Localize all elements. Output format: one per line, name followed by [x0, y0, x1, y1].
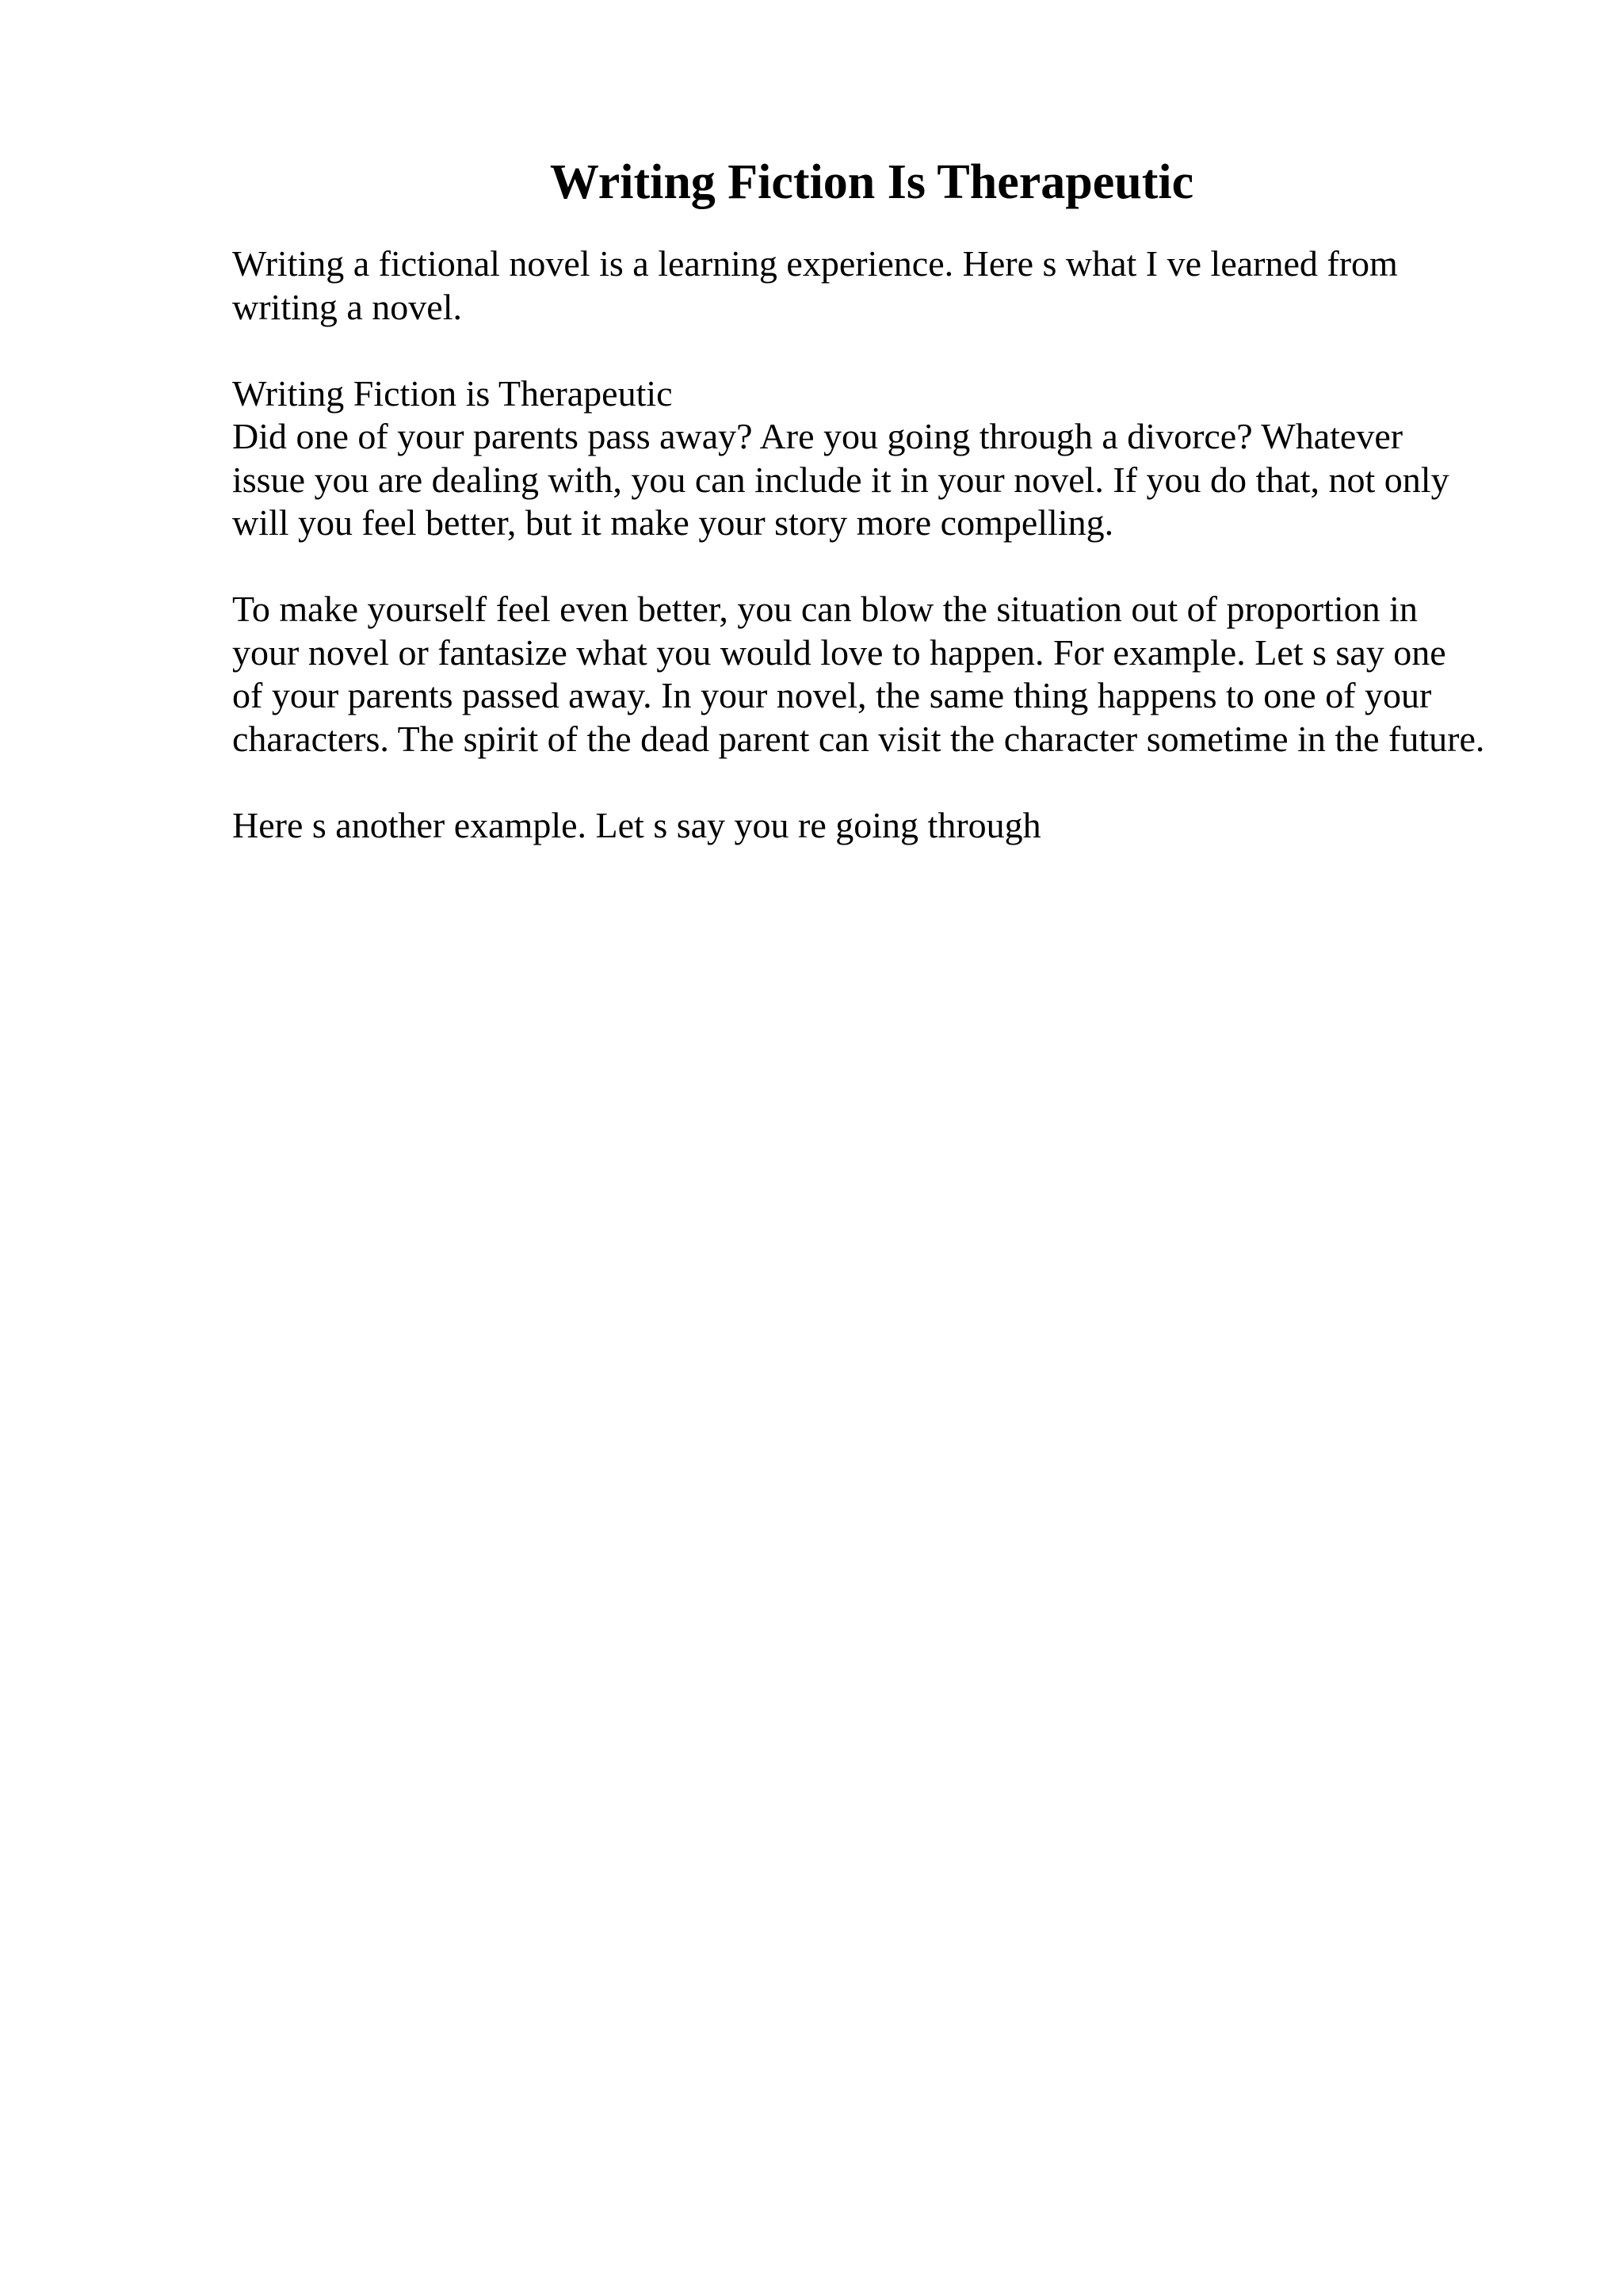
text-line: issue you are dealing with, you can include it in your novel. If you do that, not only: [232, 459, 1449, 500]
text-line: your novel or fantasize what you would love to happen. For example. Let s say one: [232, 631, 1446, 673]
text-line: of your parents passed away. In your novel, the same thing happens to one of your: [232, 675, 1432, 715]
text-line: Did one of your parents pass away? Are you going through a divorce? Whatever: [232, 416, 1403, 456]
paragraph-therapeutic: [232, 372, 1595, 545]
text-line: characters. The spirit of the dead parent can visit the character sometime in the future.: [232, 718, 1485, 759]
text-line: Writing a fictional novel is a learning experience. Here s what I ve learned from: [232, 243, 1398, 284]
paragraph-another-example: [232, 804, 1595, 848]
text-line: Here s another example. Let s say you re going through: [232, 804, 1041, 845]
text-line: writing a novel.: [232, 286, 462, 327]
text-line: To make yourself feel even better, you can blow the situation out of proportion in: [232, 589, 1418, 629]
paragraph-intro: [232, 242, 1595, 329]
document-title: Writing Fiction Is Therapeutic: [549, 155, 1194, 209]
text-line: will you feel better, but it make your story more compelling.: [232, 502, 1114, 543]
document-body: [232, 242, 1595, 891]
section-heading: Writing Fiction is Therapeutic: [232, 372, 673, 414]
paragraph-feel-better: [232, 588, 1595, 761]
